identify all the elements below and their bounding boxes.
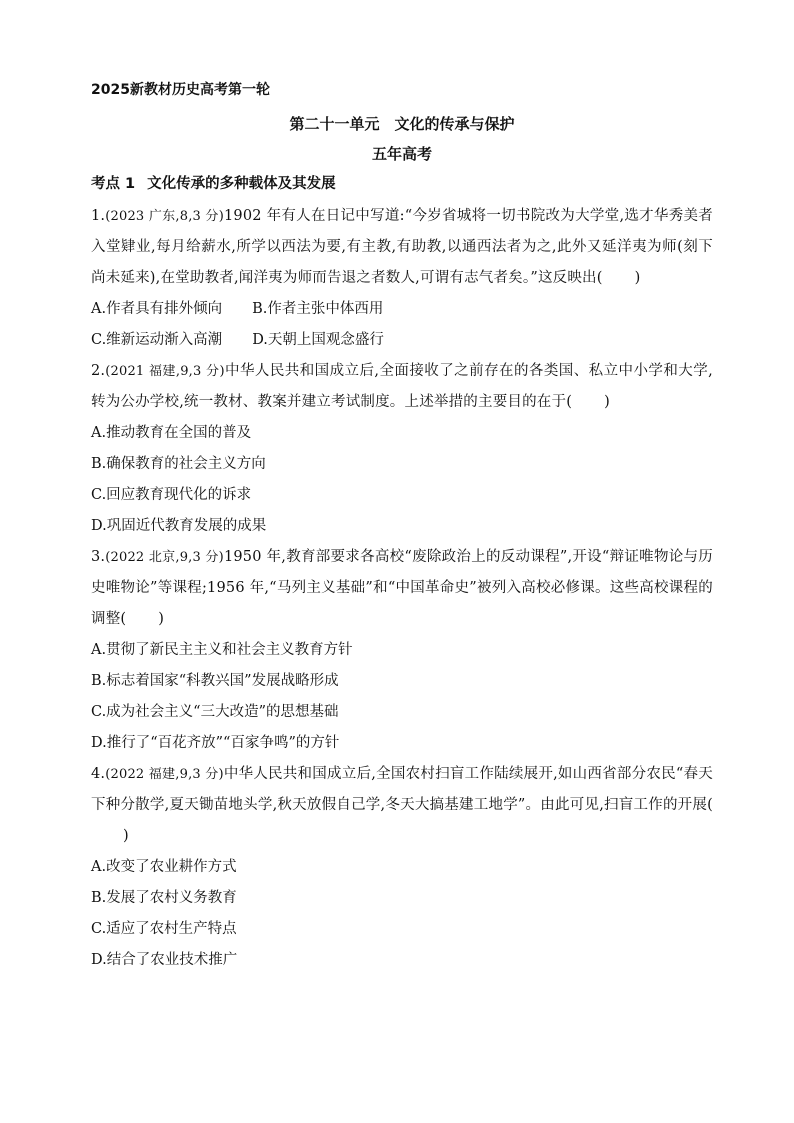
- option-d: D.巩固近代教育发展的成果: [91, 518, 267, 534]
- question-stem: [91, 356, 713, 418]
- option-a: A.作者具有排外倾向: [91, 301, 223, 317]
- question-source: (2022 福建,9,3 分): [105, 767, 224, 782]
- document-header: 2025新教材历史高考第一轮: [91, 82, 270, 98]
- question-source: (2022 北京,9,3 分): [105, 550, 224, 565]
- question-number: 4.: [91, 766, 106, 782]
- option-d: D.天朝上国观念盛行: [252, 332, 384, 348]
- question-1: [91, 201, 713, 356]
- kaodian-label: 考点 1: [91, 176, 136, 192]
- section-subtitle: 五年高考: [371, 145, 432, 163]
- question-3: [91, 542, 713, 759]
- question-stem: [91, 201, 713, 294]
- question-source: (2021 福建,9,3 分): [105, 364, 225, 379]
- question-number: 2.: [91, 363, 106, 379]
- question-text: 1950 年,教育部要求各高校“废除政治上的反动课程”,开设“辩证唯物论与历史唯物论”等课程;1956 年,“马列主义基础”和“中国革命史”被列入高校必修课。这些高校课程的调整(: [91, 549, 713, 627]
- question-text: 1902 年有人在日记中写道:“今岁省城将一切书院改为大学堂,选才华秀美者入堂肄业,每月给薪水,所学以西法为要,有主教,有助教,以通西法者为之,此外又延洋夷为师(刻下尚未延来),在堂助教者,闻洋夷为师而告退之者数人,可谓有志气者矣。”这反映出(: [91, 208, 713, 286]
- option-a: A.推动教育在全国的普及: [91, 425, 252, 441]
- question-text-end: ): [123, 828, 129, 844]
- question-text-end: ): [158, 611, 165, 627]
- option-c: C.维新运动渐入高潮: [91, 332, 223, 348]
- option-b: B.作者主张中体西用: [252, 301, 384, 317]
- question-stem: [91, 542, 713, 635]
- option-c: C.成为社会主义“三大改造”的思想基础: [91, 704, 339, 720]
- question-text-end: ): [634, 270, 641, 286]
- option-c: C.回应教育现代化的诉求: [91, 487, 252, 503]
- question-number: 1.: [91, 208, 106, 224]
- question-text-end: ): [604, 394, 610, 410]
- question-text: 中华人民共和国成立后,全面接收了之前存在的各类国、私立中小学和大学,转为公办学校,统一教材、教案并建立考试制度。上述举措的主要目的在于(: [91, 363, 713, 410]
- option-c: C.适应了农村生产特点: [91, 921, 237, 937]
- question-number: 3.: [91, 549, 106, 565]
- option-row: [91, 294, 713, 325]
- option-d: D.结合了农业技术推广: [91, 952, 238, 968]
- option-a: A.贯彻了新民主主义和社会主义教育方针: [91, 642, 353, 658]
- option-b: B.确保教育的社会主义方向: [91, 456, 266, 472]
- option-row: [91, 325, 713, 356]
- option-a: A.改变了农业耕作方式: [91, 859, 237, 875]
- question-text: 中华人民共和国成立后,全国农村扫盲工作陆续展开,如山西省部分农民“春天下种分散学,夏天锄苗地头学,秋天放假自己学,冬天大搞基建工地学”。由此可见,扫盲工作的开展(: [91, 766, 713, 813]
- document-page: [91, 78, 713, 976]
- kaodian-title: 文化传承的多种载体及其发展: [147, 176, 336, 192]
- question-stem: [91, 759, 713, 852]
- question-source: (2023 广东,8,3 分): [105, 209, 224, 224]
- unit-title: 第二十一单元 文化的传承与保护: [289, 115, 515, 133]
- question-2: [91, 356, 713, 542]
- option-b: B.标志着国家“科教兴国”发展战略形成: [91, 673, 339, 689]
- option-b: B.发展了农村义务教育: [91, 890, 237, 906]
- question-4: [91, 759, 713, 976]
- option-d: D.推行了“百花齐放”“百家争鸣”的方针: [91, 735, 340, 751]
- kaodian-heading: [91, 171, 713, 197]
